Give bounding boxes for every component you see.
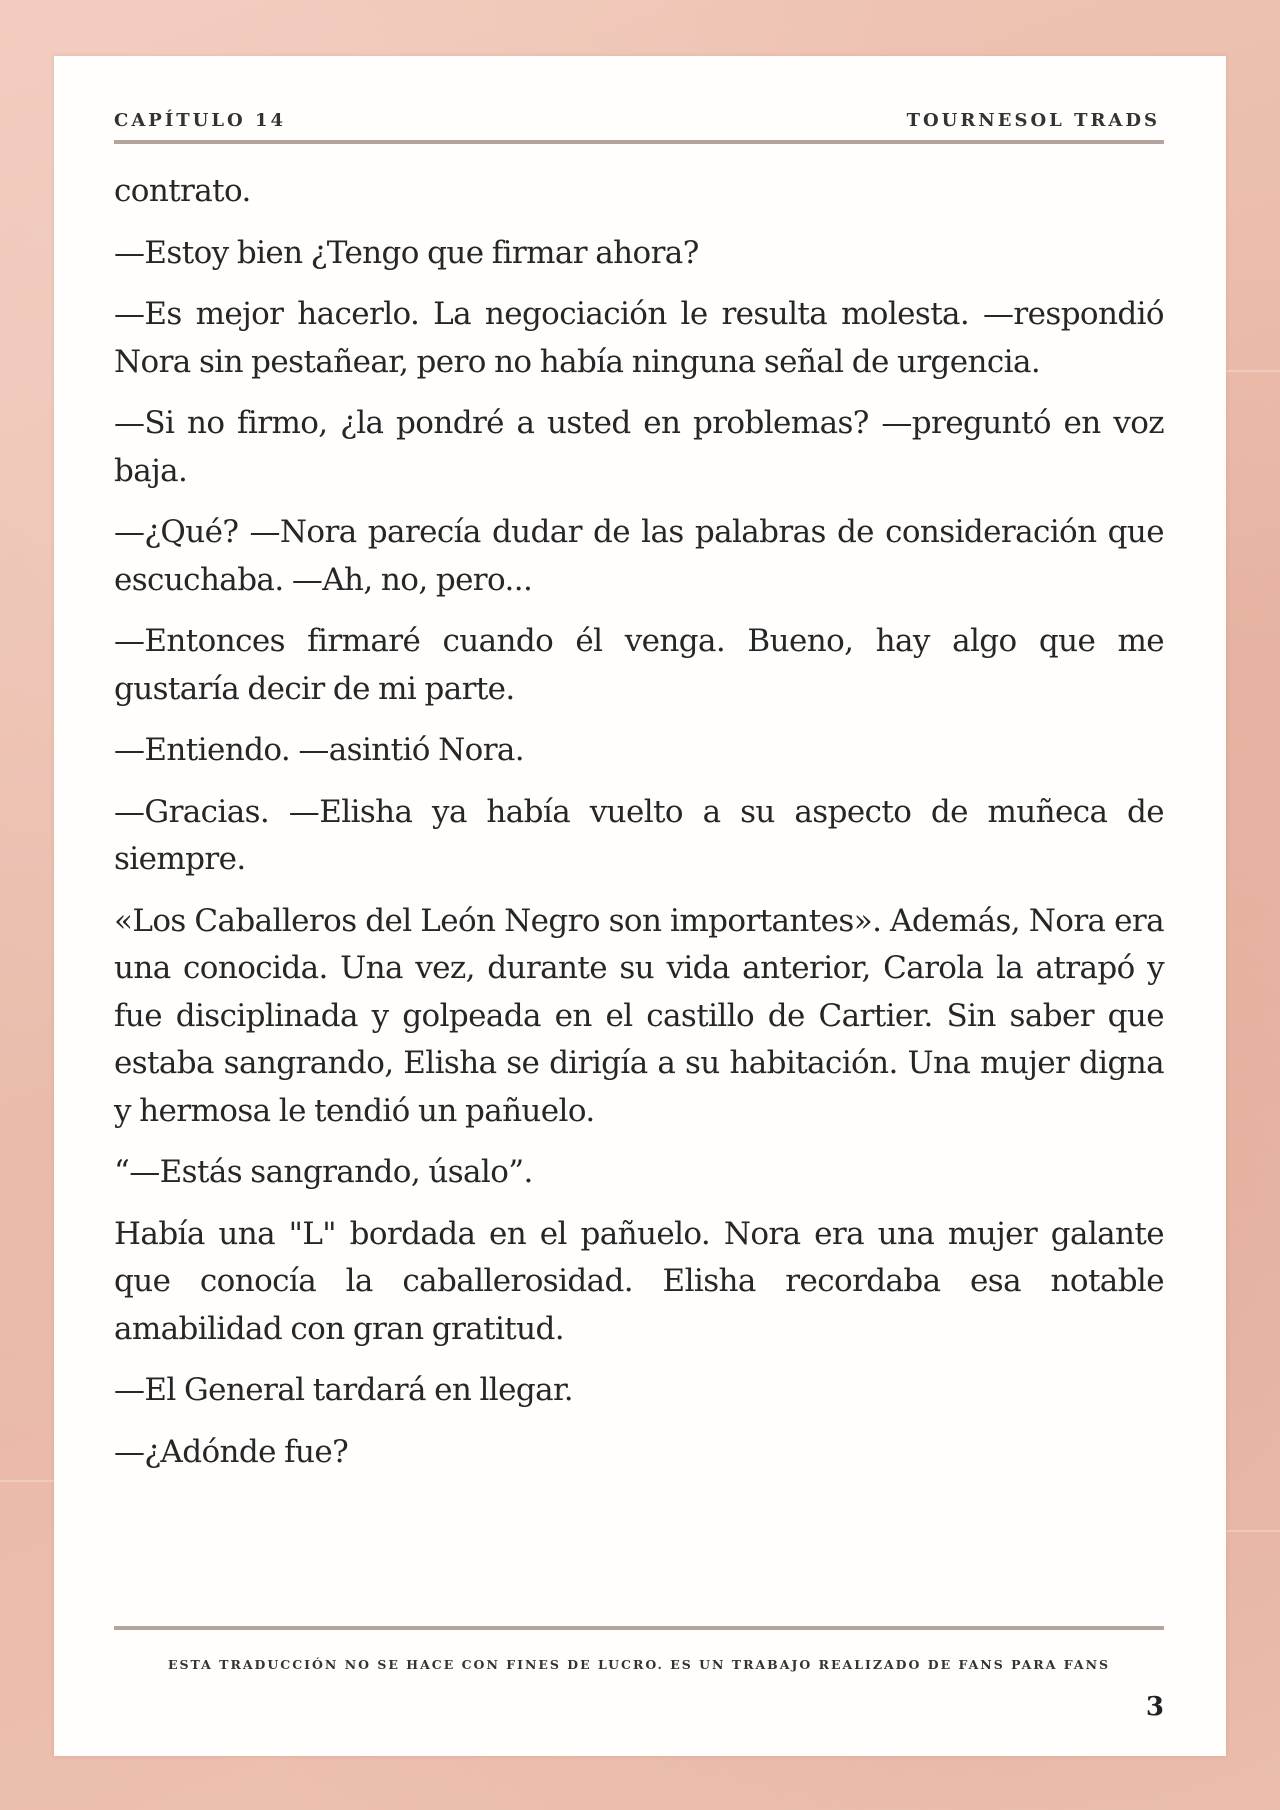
paragraph: Había una "L" bordada en el pañuelo. Nora era una mujer galante que conocía la caballerosidad. Elisha recordaba esa notable amabilidad con gran gratitud. xyxy=(114,1215,1164,1347)
footer-disclaimer: ESTA TRADUCCIÓN NO SE HACE CON FINES DE LUCRO. ES UN TRABAJO REALIZADO DE FANS PARA FANS xyxy=(167,1657,1111,1672)
paper-crease xyxy=(0,1480,54,1482)
chapter-title: CAPÍTULO 14 xyxy=(114,109,286,131)
paragraph: —¿Qué? —Nora parecía dudar de las palabras de consideración que escuchaba. —Ah, no, pero... xyxy=(114,514,1164,598)
document-page xyxy=(54,56,1226,1756)
body-text xyxy=(114,168,1164,1490)
paragraph: —Es mejor hacerlo. La negociación le resulta molesta. —respondió Nora sin pestañear, pero no había ninguna señal de urgencia. xyxy=(114,296,1164,380)
paragraph: —¿Adónde fue? xyxy=(114,1433,349,1470)
paragraph: —Entiendo. —asintió Nora. xyxy=(114,732,525,768)
paragraph: —Si no firmo, ¿la pondré a usted en problemas? —preguntó en voz baja. xyxy=(114,405,1164,489)
paragraph: «Los Caballeros del León Negro son importantes». Además, Nora era una conocida. Una vez, durante su vida anterior, Carola la atrapó y fue disciplinada y golpeada en el castillo de Cartier. Sin saber que estaba sangrando, Elisha se dirigía a su habitación. Una mujer digna y hermosa le tendió un pañuelo. xyxy=(114,902,1164,1129)
paragraph: —Estoy bien ¿Tengo que firmar ahora? xyxy=(114,234,699,271)
footer-divider xyxy=(114,1626,1164,1630)
header-divider xyxy=(114,140,1164,144)
page-header xyxy=(114,104,1160,136)
paper-crease xyxy=(1226,370,1280,372)
paragraph: —Gracias. —Elisha ya había vuelto a su aspecto de muñeca de siempre. xyxy=(114,793,1164,877)
page-number: 3 xyxy=(1145,1692,1164,1722)
paper-crease xyxy=(1226,1530,1280,1532)
paragraph: contrato. xyxy=(114,173,251,209)
paragraph: —Entonces firmaré cuando él venga. Bueno, hay algo que me gustaría decir de mi parte. xyxy=(114,623,1164,707)
group-name: TOURNESOL TRADS xyxy=(906,109,1160,131)
paragraph: —El General tardará en llegar. xyxy=(114,1372,574,1408)
paragraph: “—Estás sangrando, úsalo”. xyxy=(114,1154,533,1190)
